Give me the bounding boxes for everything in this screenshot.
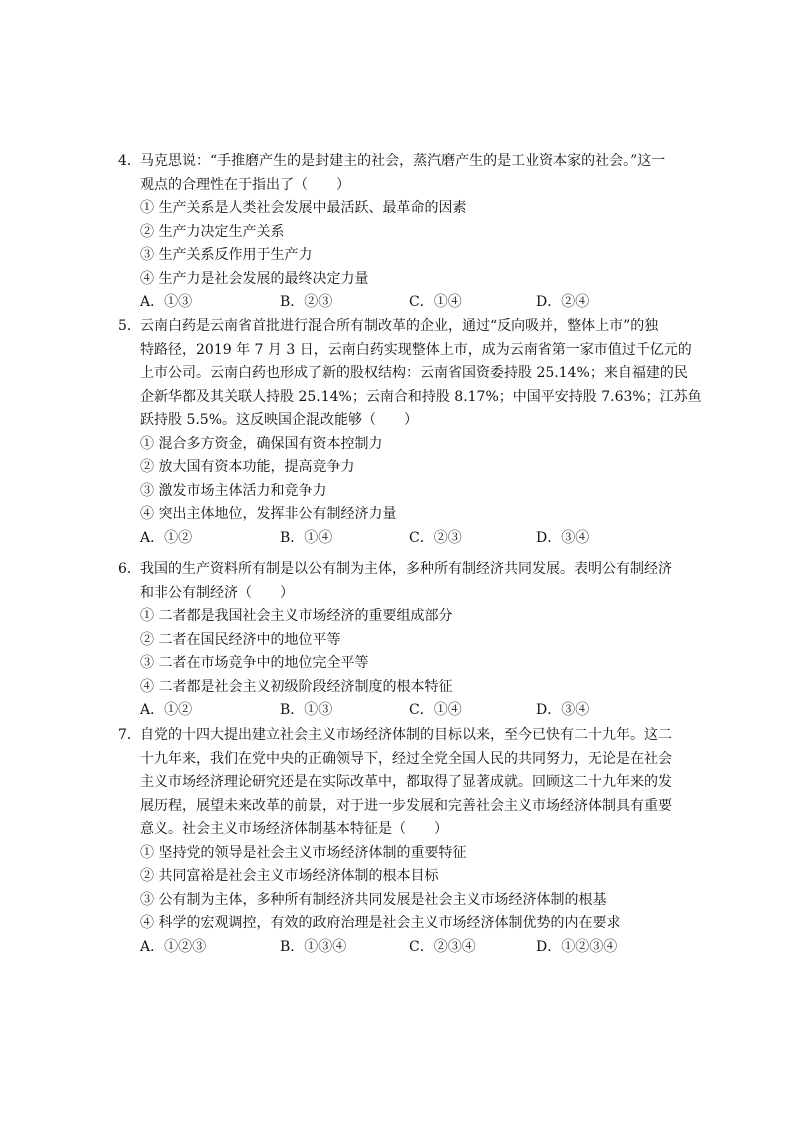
option-statement: ② 生产力决定生产关系 xyxy=(140,223,285,240)
question-stem-line: 特路径，2019 年 7 月 3 日，云南白药实现整体上市，成为云南省第一家市值过千亿元的 xyxy=(140,341,692,358)
choice-c: C．①④ xyxy=(409,702,462,718)
question-stem-line: 6．我国的生产资料所有制是以公有制为主体，多种所有制经济共同发展。表明公有制经济 xyxy=(118,558,678,582)
option-statement: ② 放大国有资本功能，提高竞争力 xyxy=(140,459,355,475)
choice-a: A．①② xyxy=(140,529,193,546)
question-6 xyxy=(118,558,678,723)
choice-c: C．②③④ xyxy=(409,938,476,955)
answer-choices xyxy=(118,291,678,315)
choice-c: C．②③ xyxy=(409,529,462,546)
question-stem-line: 意义。社会主义市场经济体制基本特征是（ ） xyxy=(140,821,448,837)
question-7 xyxy=(118,724,678,959)
choice-a: A．①②③ xyxy=(140,938,207,955)
option-statement: ④ 突出主体地位，发挥非公有制经济力量 xyxy=(140,506,397,522)
question-stem-line: 企新华都及其关联人持股 25.14%；云南合和持股 8.17%；中国平安持股 7.63%；江苏鱼 xyxy=(140,388,702,405)
option-statement: ④ 科学的宏观调控，有效的政府治理是社会主义市场经济体制优势的内在要求 xyxy=(140,915,621,931)
choice-b: B．②③ xyxy=(280,294,333,310)
question-number: 4． xyxy=(118,153,141,169)
question-stem-line: 十九年来，我们在党中央的正确领导下，经过全党全国人民的共同努力，无论是在社会 xyxy=(140,750,672,767)
question-stem-line: 7．自党的十四大提出建立社会主义市场经济体制的目标以来，至今已快有二十九年。这二 xyxy=(118,724,678,748)
question-stem-line: 展历程，展望未来改革的前景，对于进一步发展和完善社会主义市场经济体制具有重要 xyxy=(140,797,672,814)
choice-d: D．③④ xyxy=(536,702,590,718)
question-stem-line: 主义市场经济理论研究还是在实际改革中，都取得了显著成就。回顾这二十九年来的发 xyxy=(140,774,672,790)
option-statement: ① 生产关系是人类社会发展中最活跃、最革命的因素 xyxy=(140,200,467,216)
question-5 xyxy=(118,315,702,550)
option-statement: ② 二者在国民经济中的地位平等 xyxy=(140,631,341,648)
choice-c: C．①④ xyxy=(409,294,462,310)
question-stem-line: 上市公司。云南白药也形成了新的股权结构：云南省国资委持股 25.14%；来自福建的民 xyxy=(140,365,688,381)
option-statement: ① 二者都是我国社会主义市场经济的重要组成部分 xyxy=(140,608,453,624)
question-number: 5． xyxy=(118,318,141,334)
question-stem-line: 4．马克思说：“手推磨产生的是封建主的社会，蒸汽磨产生的是工业资本家的社会。”这一 xyxy=(118,150,678,174)
choice-a: A．①② xyxy=(140,702,193,718)
question-number: 6． xyxy=(118,561,141,577)
answer-choices xyxy=(118,699,678,723)
question-stem-line: 观点的合理性在于指出了（ ） xyxy=(140,176,350,193)
choice-b: B．①③④ xyxy=(280,938,347,955)
answer-choices xyxy=(118,936,678,960)
option-statement: ④ 生产力是社会发展的最终决定力量 xyxy=(140,270,369,287)
choice-d: D．③④ xyxy=(536,529,590,546)
question-stem-line: 跃持股 5.5%。这反映国企混改能够（ ） xyxy=(140,412,419,428)
option-statement: ③ 公有制为主体，多种所有制经济共同发展是社会主义市场经济体制的根基 xyxy=(140,891,607,908)
option-statement: ③ 二者在市场竞争中的地位完全平等 xyxy=(140,655,369,671)
question-number: 7． xyxy=(118,727,141,743)
choice-a: A．①③ xyxy=(140,294,193,310)
choice-d: D．①②③④ xyxy=(536,938,618,955)
question-stem-line: 5．云南白药是云南省首批进行混合所有制改革的企业，通过“反向吸并，整体上市”的独 xyxy=(118,315,678,339)
choice-b: B．①③ xyxy=(280,702,333,718)
option-statement: ① 坚持党的领导是社会主义市场经济体制的重要特征 xyxy=(140,844,467,861)
question-4 xyxy=(118,150,678,315)
option-statement: ① 混合多方资金，确保国有资本控制力 xyxy=(140,435,383,452)
option-statement: ② 共同富裕是社会主义市场经济体制的根本目标 xyxy=(140,868,439,884)
option-statement: ③ 生产关系反作用于生产力 xyxy=(140,247,313,263)
question-stem-line: 和非公有制经济（ ） xyxy=(140,584,294,601)
choice-d: D．②④ xyxy=(536,294,590,310)
answer-choices xyxy=(118,527,678,551)
option-statement: ③ 激发市场主体活力和竞争力 xyxy=(140,482,327,499)
choice-b: B．①④ xyxy=(280,529,333,546)
option-statement: ④ 二者都是社会主义初级阶段经济制度的根本特征 xyxy=(140,678,453,695)
